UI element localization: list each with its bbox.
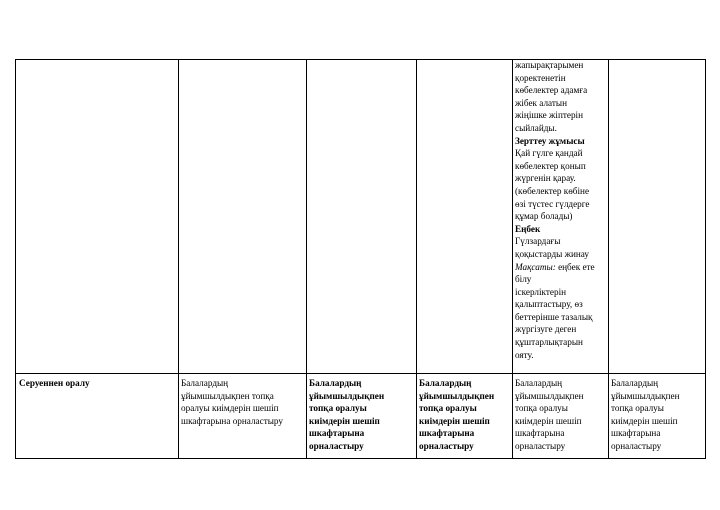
text-line: құштарлықтарын	[515, 337, 583, 348]
column-border-6	[705, 59, 706, 459]
text-line: көбелектер қонып	[515, 160, 586, 171]
text-line: ұйымшылдықпен топқа	[181, 390, 274, 401]
text-line: сыйлайды.	[515, 122, 557, 133]
text-line: жапырақтарымен	[515, 60, 584, 70]
text-line: киімдерін шешіп	[611, 415, 678, 426]
text-line: ұйымшылдықпен	[419, 390, 495, 401]
bottom-row-col6-cell	[611, 377, 704, 453]
text-line: ұйымшылдықпен	[309, 390, 385, 401]
text-line: топқа оралуы	[309, 403, 367, 414]
bottom-row-col3-cell	[309, 377, 414, 453]
text-line: көбелектер адамға	[515, 85, 588, 96]
text-line: Балалардың	[181, 378, 229, 388]
text-line: топқа оралуы	[611, 403, 664, 414]
goal-label: Мақсаты:	[515, 261, 556, 272]
column-border-1	[178, 59, 179, 459]
text-line: шкафтарына	[515, 428, 565, 439]
text-line: топқа оралуы	[515, 403, 568, 414]
text-line: білу	[515, 274, 532, 285]
text-line: ұйымшылдықпен	[515, 390, 584, 401]
column-border-0	[15, 59, 16, 459]
text-line: жүргенін қарау.	[515, 173, 576, 184]
text-line: шкафтарына	[419, 428, 475, 439]
row-heading-text: Серуеннен оралу	[19, 378, 90, 388]
text-line: қалыптастыру, өз	[515, 299, 583, 310]
text-line: ұйымшылдықпен	[611, 390, 680, 401]
bottom-row-col2-cell	[181, 377, 305, 427]
text-line: орналастыру	[309, 440, 364, 451]
text-line: өзі түстес гүлдерге	[515, 198, 590, 209]
text-line: жүргізуге деген	[515, 324, 577, 335]
text-line: орналастыру	[515, 440, 566, 451]
text-line: Балалардың	[515, 378, 563, 388]
text-line: Гүлзардағы	[515, 236, 561, 247]
goal-line	[515, 261, 607, 274]
text-line: Балалардың	[419, 378, 472, 388]
column-border-5	[608, 59, 609, 459]
text-line: Қай гүлге қандай	[515, 148, 583, 159]
column-border-2	[306, 59, 307, 459]
text-line: жібек алатын	[515, 97, 567, 108]
text-line: Балалардың	[309, 378, 362, 388]
text-line: жіңішке жіптерін	[515, 110, 584, 121]
goal-text: еңбек ете	[555, 261, 595, 272]
column-border-4	[512, 59, 513, 459]
text-line: Балалардың	[611, 378, 659, 388]
text-line: орналастыру	[611, 440, 662, 451]
row-divider	[15, 373, 706, 374]
column-border-3	[416, 59, 417, 459]
text-line: киімдерін шешіп	[419, 415, 490, 426]
text-line: орналастыру	[419, 440, 474, 451]
row-heading-return-from-walk	[19, 377, 175, 390]
text-line: оралуы киімдерін шешіп	[181, 403, 279, 414]
text-line: топқа оралуы	[419, 403, 477, 414]
text-line: қоректенетін	[515, 72, 566, 83]
text-line: ояту.	[515, 349, 534, 360]
text-line: беттерінше тазалық	[515, 311, 593, 322]
text-line: шкафтарына	[309, 428, 365, 439]
table-bottom-border	[15, 458, 706, 459]
text-line: киімдерін шешіп	[515, 415, 582, 426]
text-line: (көбелектер көбіне	[515, 185, 590, 196]
top-row-col5-cell	[515, 59, 607, 361]
text-line: қоқыстарды жинау	[515, 248, 589, 259]
text-line: киімдерін шешіп	[309, 415, 380, 426]
bottom-row-col4-cell	[419, 377, 511, 453]
section-heading-research: Зерттеу жұмысы	[515, 135, 585, 146]
text-line: шкафтарына орналастыру	[181, 415, 283, 426]
text-line: құмар болады)	[515, 211, 573, 222]
bottom-row-col5-cell	[515, 377, 607, 453]
text-line: шкафтарына	[611, 428, 661, 439]
text-line: іскерліктерін	[515, 286, 567, 297]
section-heading-labor: Еңбек	[515, 223, 541, 234]
